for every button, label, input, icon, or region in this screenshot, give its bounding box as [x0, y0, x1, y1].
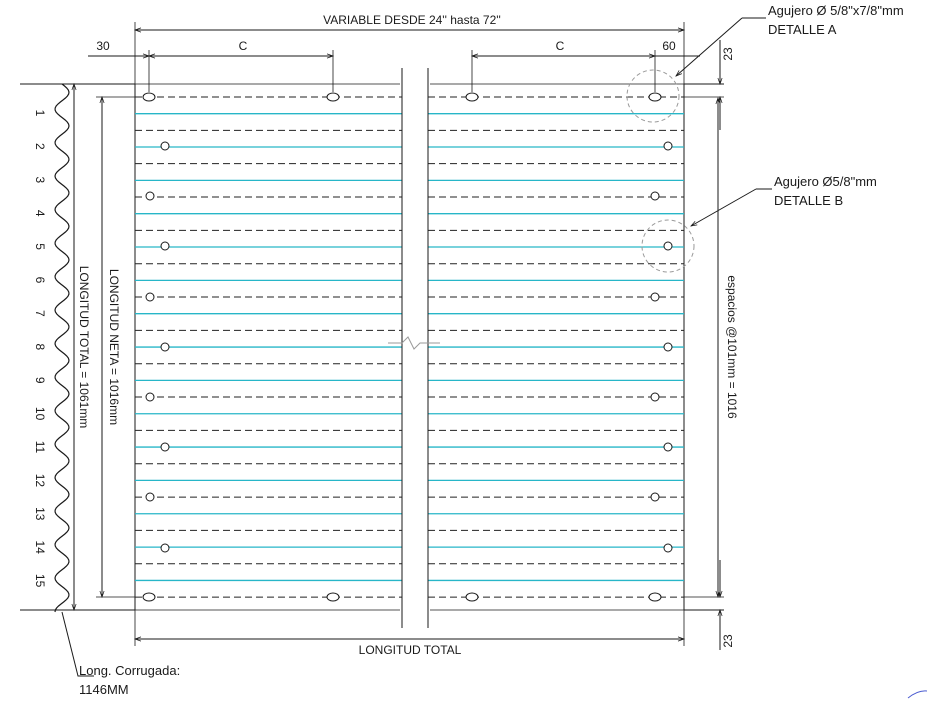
logo-swoosh: [908, 691, 927, 698]
hole: [651, 293, 659, 301]
net-length-label: LONGITUD NETA = 1016mm: [107, 268, 121, 426]
callout-b-detail: DETALLE B: [774, 193, 844, 208]
hole: [327, 593, 339, 601]
callout-a-title: Agujero Ø 5/8"x7/8"mm: [768, 3, 904, 18]
espacios-dimension: [684, 98, 724, 597]
callout-b-leader: [691, 189, 772, 226]
corrugada-value: 1146MM: [79, 682, 129, 697]
top-dimension-label: VARIABLE DESDE 24'' hasta 72'': [323, 13, 501, 27]
dim-60-label: 60: [662, 39, 676, 53]
dim-23-top-label: 23: [721, 47, 735, 61]
row-number: 9: [33, 376, 47, 384]
hole: [146, 293, 154, 301]
dim-c-left-label: C: [238, 39, 248, 53]
hole: [327, 93, 339, 101]
dim-c-right-label: C: [555, 39, 565, 53]
row-number: 8: [33, 343, 47, 351]
row-number: 5: [33, 243, 47, 250]
hole: [143, 593, 155, 601]
row-number: 11: [33, 440, 47, 454]
callout-b-title: Agujero Ø5/8"mm: [774, 174, 877, 189]
corrugada-title: Long. Corrugada:: [79, 663, 181, 678]
hole: [651, 493, 659, 501]
row-number: 1: [33, 109, 47, 117]
row-number: 4: [33, 209, 47, 217]
row-number: 12: [33, 473, 47, 488]
hole: [649, 593, 661, 601]
hole: [143, 93, 155, 101]
hole: [664, 343, 672, 351]
bottom-total-length-label: LONGITUD TOTAL: [358, 643, 462, 657]
hole: [466, 593, 478, 601]
hole: [466, 93, 478, 101]
total-length-label: LONGITUD TOTAL = 1061mm: [77, 265, 91, 429]
hole: [664, 242, 672, 250]
hole: [161, 343, 169, 351]
row-number: 14: [33, 540, 47, 554]
hole-spacing-dimensions: [88, 50, 700, 92]
espacios-label: espacios @101mm = 1016: [725, 275, 739, 419]
row-number: 7: [33, 310, 47, 317]
hole: [146, 393, 154, 401]
hole: [161, 443, 169, 451]
hole: [146, 192, 154, 200]
callout-a-leader: [676, 18, 766, 76]
row-number: 3: [33, 176, 47, 184]
dim-30-label: 30: [96, 39, 110, 53]
hole: [664, 544, 672, 552]
row-numbers: [33, 110, 47, 588]
dim-23-bottom-label: 23: [721, 634, 735, 648]
row-number: 6: [33, 276, 47, 284]
hole: [651, 393, 659, 401]
row-number: 10: [33, 406, 47, 421]
row-number: 15: [33, 573, 47, 588]
hole: [161, 242, 169, 250]
hole: [664, 142, 672, 150]
hole: [161, 544, 169, 552]
row-number: 13: [33, 507, 47, 521]
hole: [651, 192, 659, 200]
callout-a-detail: DETALLE A: [768, 22, 837, 37]
row-number: 2: [33, 143, 47, 150]
corrugation-profile: [55, 84, 69, 612]
hole: [664, 443, 672, 451]
hole: [161, 142, 169, 150]
hole: [146, 493, 154, 501]
hole: [649, 93, 661, 101]
